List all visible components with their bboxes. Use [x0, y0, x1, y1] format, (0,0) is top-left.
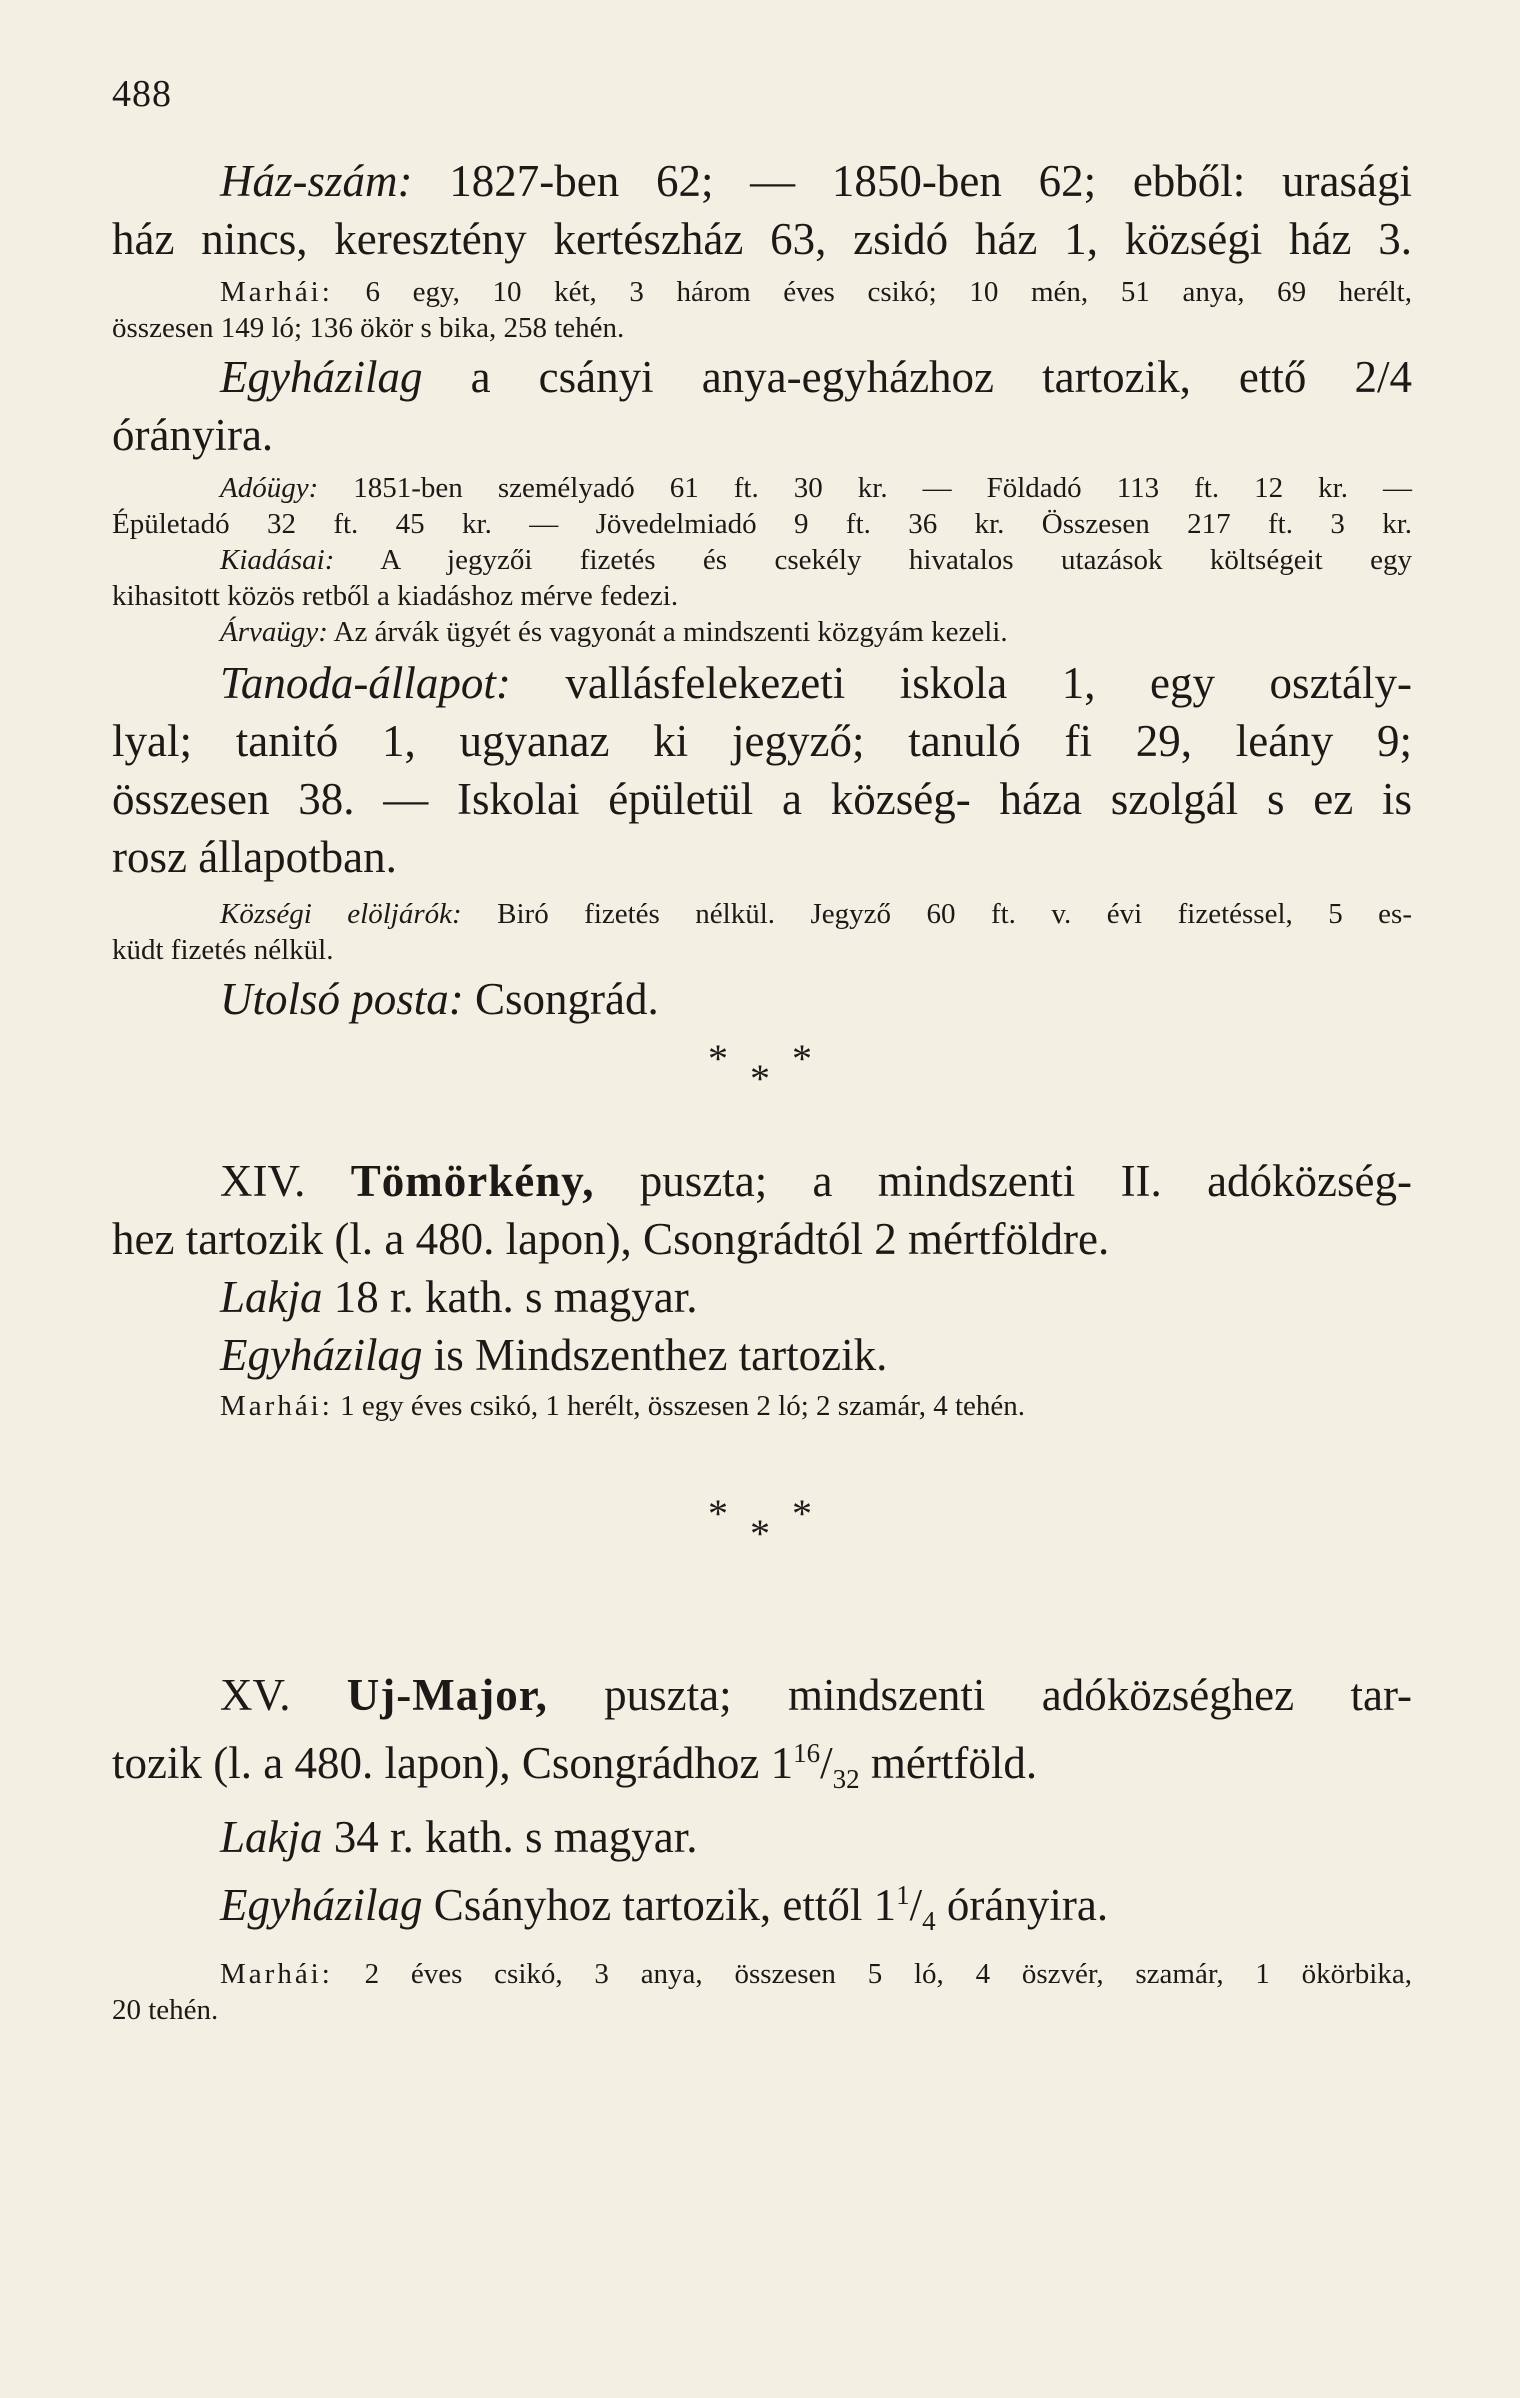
- tomorkeny-line-2: hez tartozik (l. a 480. lapon), Csongrádtól 2 mértföldre.: [112, 1214, 1110, 1264]
- post-line: Utolsó posta: Csongrád.: [220, 974, 659, 1024]
- uj-major-livestock-2: 20 tehén.: [112, 1994, 219, 2026]
- school-line: Tanoda-állapot: vallásfelekezeti iskola 1, egy osztály-: [220, 658, 1412, 708]
- uj-major-livestock: Marhái: 2 éves csikó, 3 anya, összesen 5 ló, 4 öszvér, szamár, 1 ökörbika,: [220, 1958, 1412, 1990]
- expenses-line: Kiadásai: A jegyzői fizetés és csekély hivatalos utazások költségeit egy: [220, 544, 1412, 576]
- tomorkeny-church: Egyházilag is Mindszenthez tartozik.: [220, 1330, 888, 1380]
- expenses-line-2: kihasitott közös retből a kiadáshoz mérve fedezi.: [112, 580, 679, 612]
- tomorkeny-residents: Lakja 18 r. kath. s magyar.: [220, 1272, 698, 1322]
- section-main-village: [112, 152, 1412, 1028]
- livestock-line-2: összesen 149 ló; 136 ökör s bika, 258 tehén.: [112, 312, 625, 344]
- section-divider-stars-2: * * *: [708, 1491, 812, 1556]
- section-divider-stars: * * *: [708, 1036, 812, 1101]
- school-line-4: rosz állapotban.: [112, 832, 397, 882]
- house-count-line: Ház-szám: 1827-ben 62; — 1850-ben 62; ebből: urasági: [220, 156, 1412, 206]
- uj-major-line-2: tozik (l. a 480. lapon), Csongrádhoz $1^{16}/_{32}$ mértföld.: [112, 1738, 1038, 1794]
- tax-line-2: Épületadó 32 ft. 45 kr. — Jövedelmiadó 9 ft. 36 kr. Összesen 217 ft. 3 kr.: [112, 508, 1412, 540]
- house-count-line-2: ház nincs, keresztény kertészház 63, zsidó ház 1, községi ház 3.: [112, 214, 1412, 264]
- church-line-2: órányira.: [112, 410, 274, 460]
- officials-line-2: küdt fizetés nélkül.: [112, 934, 334, 966]
- school-line-2: lyal; tanitó 1, ugyanaz ki jegyző; tanuló fi 29, leány 9;: [112, 716, 1412, 766]
- section-tomorkeny: [112, 1152, 1412, 1424]
- section-uj-major: [112, 1666, 1412, 2028]
- tomorkeny-livestock: Marhái: 1 egy éves csikó, 1 herélt, összesen 2 ló; 2 szamár, 4 tehén.: [220, 1390, 1026, 1422]
- uj-major-church: Egyházilag Csányhoz tartozik, ettől $1^1/_4$ órányira.: [220, 1880, 1109, 1936]
- livestock-line: Marhái: 6 egy, 10 két, 3 három éves csikó; 10 mén, 51 anya, 69 herélt,: [220, 276, 1412, 308]
- page-number: 488: [112, 73, 172, 115]
- tomorkeny-heading: XIV. Tömörkény, puszta; a mindszenti II. adóközség-: [220, 1156, 1413, 1206]
- orphan-line: Árvaügy: Az árvák ügyét és vagyonát a mindszenti közgyám kezeli.: [220, 616, 1008, 648]
- uj-major-heading: XV. Uj-Major, puszta; mindszenti adóközséghez tar-: [220, 1670, 1413, 1720]
- tax-line: Adóügy: 1851-ben személyadó 61 ft. 30 kr. — Földadó 113 ft. 12 kr. —: [220, 472, 1412, 504]
- officials-line: Községi elöljárók: Biró fizetés nélkül. Jegyző 60 ft. v. évi fizetéssel, 5 es-: [220, 898, 1412, 930]
- church-line: Egyházilag a csányi anya-egyházhoz tartozik, ettő 2/4: [220, 352, 1412, 402]
- uj-major-residents: Lakja 34 r. kath. s magyar.: [220, 1812, 698, 1862]
- school-line-3: összesen 38. — Iskolai épületül a község- háza szolgál s ez is: [112, 774, 1412, 824]
